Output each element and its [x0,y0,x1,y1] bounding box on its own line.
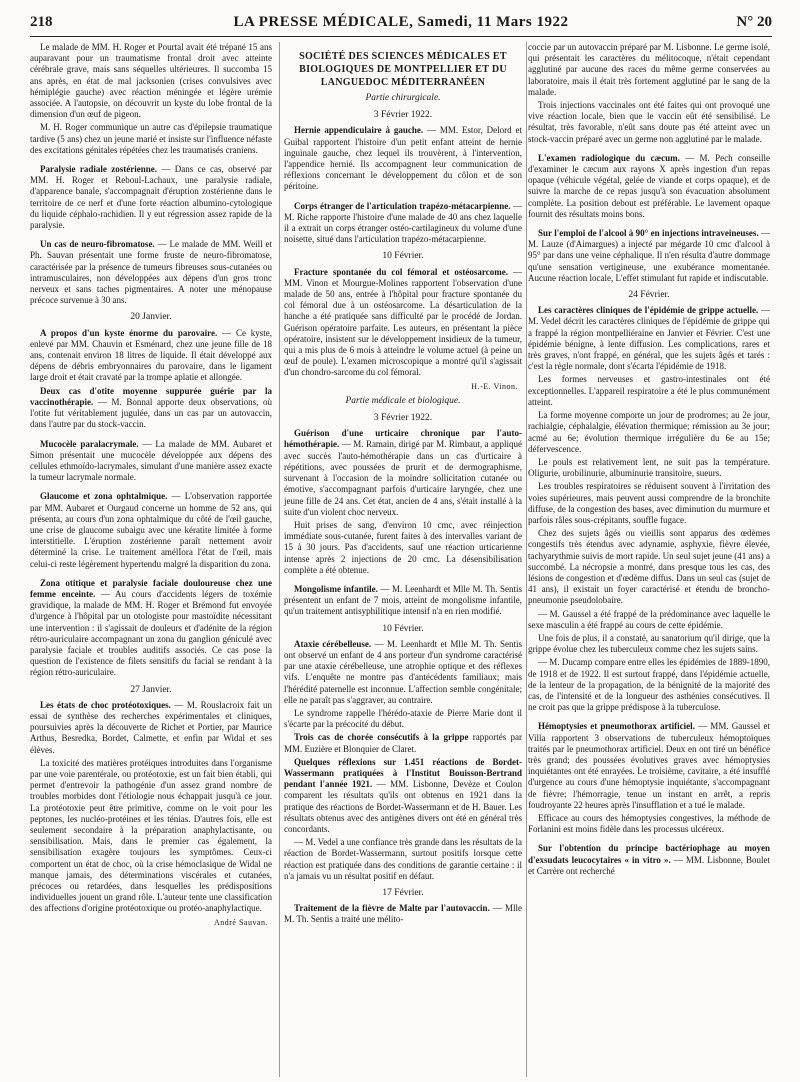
article-entry [284,201,522,246]
paragraph: La forme moyenne comporte un jour de prodromes; au 2e jour, rachialgie, céphalalgie, élévation thermique; rémission au 3e jour; acmé au 6e; évolution thermique irrégulière du 6e au 15e; défervescence. [528,410,770,454]
article-title: Mucocèle paralacrymale. [40,438,139,449]
article-body: — MM. Lisbonne, Devèze et Coulon comparent les résultats qu'ils ont obtenus en 1921 dans la pratique des réactions de Bordet-Wassermann et de H. Bauer. Les résultats obtenus avec des antigènes divers ont été en général très concordants. [284,779,522,834]
article-title: Deux cas d'otite moyenne suppurée guérie par la vaccinothérapie. [30,385,272,407]
paragraph: Le syndrome rappelle l'hérédo-ataxie de Pierre Marie dont il s'écarte par la précocité du début. [284,707,522,730]
article-title: Hémoptysies et pneumothorax artificiel. [538,721,695,732]
paragraph: — M. Ducamp compare entre elles les épidémies de 1889-1890, de 1918 et de 1922. Il est surtout frappé, dans l'épidémie actuelle, de la lenteur de la propagation, de la bénignité de la majorité des cas, de l'intensité et de la longueur des asthénies consécutives. Il ne croit pas que la grippe prédispose à la tuberculose. [528,657,770,713]
session-date: 20 Janvier. [130,312,172,323]
article-entry [30,239,272,306]
article-entry [30,439,272,484]
article-title: Les caractères cliniques de l'épidémie de grippe actuelle. [538,305,759,316]
article-title: A propos d'un kyste énorme du parovaire. [40,327,218,338]
article-entry [30,164,272,231]
paragraph: Chez des sujets âgés ou vieillis sont apparus des œdèmes congestifs très étendus avec adynamie, asphyxie, fièvre élevée, tachyarythmie suivis de mort rapide. Un seul sujet jeune (41 ans) a succombé. La nécropsie a montré, dans presque tous les cas, des lésions de congestion et d'œdème diffus. Dans un seul cas (sujet de 41 ans), il existait un foyer caractérisé et étendu de broncho-pneumonie pseudolobaire. [528,528,770,606]
paragraph: Les troubles respiratoires se réduisent souvent à l'irritation des voies supérieures, mais peuvent aussi comprendre de la bronchite diffuse, de la congestion des bases, avec diminution du murmure et parfois râles sous-crépitants, souffle fugace. [528,481,770,525]
session-date: 27 Janvier. [130,684,172,695]
article-body: — M. Bonnal apporte deux observations, où l'otite fut véritablement jugulée, dans un cas par un autovaccin, dans l'autre par du stock-vaccin. [30,396,272,430]
paragraph: Une fois de plus, il a constaté, au sanatorium qu'il dirige, que la grippe évolue chez les tuberculeux comme chez les sujets sains. [528,632,770,655]
paragraph: Huit prises de sang, d'environ 10 cmc, avec réinjection immédiate sous-cutanée, furent faites à des intervalles variant de 15 à 30 jours. Pas d'accidents, sauf une réaction urticarienne intense après 2 injections de 20 cmc. La désensibilisation complète a été obtenue. [284,519,522,575]
article-title: Sur l'obtention du principe bactériophage au moyen d'exsudats leucocytaires « in vitro ». [528,843,770,865]
paragraph: Le malade de MM. H. Roger et Pourtal avait été trépané 15 ans auparavant pour un traumatisme frontal droit avec atteinte cérébrale grave, mais sans séquelles ultérieures. Il succomba 15 ans après, en état de mal jacksonien (crises convulsives avec hémiplégie gauche) avec réaction méningée et légère urémie associée. A l'autopsie, on découvrit un kyste du lobe frontal de la dimension d'un œuf de pigeon. [30,42,272,120]
section-subtitle: Partie médicale et biologique. [345,395,461,406]
article-entry [30,700,272,756]
article-entry [528,305,770,372]
paragraph: — M. Vedel a une confiance très grande dans les résultats de la réaction de Bordet-Wassermann, surtout positifs lorsque cette réaction est pratiquée dans des conditions de garantie certaine : il n'a jamais vu un résultat positif en défaut. [284,837,522,881]
article-entry [30,328,272,384]
article-body: — M. Leenhardt et Mlle M. Th. Sentis présentent un enfant de 7 mois, atteint de mongolisme infantile, qu'un traitement antisyphilitique intensif n'a en rien modifié. [284,583,522,617]
article-entry [284,732,522,754]
column-middle [279,42,527,1077]
article-body: — M. Riche rapporte l'histoire d'une malade de 40 ans chez laquelle il a extrait un corps étranger ostéo-cartilagineux du volume d'une noisette, situé dans l'articulation trapézo-métacarpienne. [284,200,522,245]
article-body: rapportés par MM. Euzière et Blonquier de Claret. [284,732,522,754]
session-date: 3 Février 1922. [373,413,433,424]
article-body: — MM. Gaussel et Villa rapportent 3 observations de tuberculeux hémoptoïques traités par le pneumothorax artificiel. Deux en ont tiré un bénéfice très grand; des poussées évolutives graves avec hémoptysies inquiétantes ont été enrayées. Le troisième, cavitaire, a été insufflé d'urgence au cours d'une hémoptysie inquiétante, s'accompagnant de fièvre; l'hémorragie, tenue un instant en arrêt, a repris foudroyante 22 heures après l'insufflation et a tué le malade. [528,721,770,810]
article-title: Zona otitique et paralysie faciale douloureuse chez une femme enceinte. [30,577,272,599]
page-number: 218 [30,14,53,30]
paragraph: Trois injections vaccinales ont été faites qui ont provoqué une vive réaction locale, bien que le vaccin eût été sensibilisé. Le résultat, très favorable, n'eût sans doute pas été atteint avec un stock-vaccin préparé avec un germe non agglutiné par le malade. [528,100,770,144]
publication-title: LA PRESSE MÉDICALE, Samedi, 11 Mars 1922 [233,14,569,30]
article-body: — MM. Vinon et Mourgue-Molines rapportent l'observation d'une malade de 50 ans, entrée à l'hôpital pour fracture spontanée du col fémoral due à un ostéosarcome. La désarticulation de la hanche a été pratiquée sans difficulté par le procédé de Jordan. Guérison opératoire parfaite. Les auteurs, en présentant la pièce opératoire, insistent sur le développement insidieux de la tumeur, qui a mis plus de 6 mois à atteindre le volume actuel (à peine un œuf de poule). L'examen microscopique a montré qu'il s'agissait d'un chondro-sarcome du col fémoral. [284,266,523,378]
paragraph: Efficace au cours des hémoptysies congestives, la méthode de Forlanini est moins fidèle dans les processus ulcéreux. [528,813,770,835]
article-title: Quelques réflexions sur 1.451 réactions de Bordet-Wassermann pratiquées à l'Institut Bouisson-Bertrand pendant l'année 1921. [284,756,522,790]
article-entry [528,721,770,811]
article-body: — MM. Estor, Delord et Guibal rapportent l'histoire d'un petit enfant atteint de hernie inguinale gauche, chez lequel ils trouvèrent, à l'intervention, l'appendice hernié. Ils accompagnent leur communication de réflexions concernant le développement du côlon et de son péritoine. [284,125,522,192]
column-left [30,42,272,1077]
author-signature: André Sauvan. [213,917,268,927]
article-body: — M. Ramain, dirigé par M. Rimbaut, a appliqué avec succès l'auto-hémothérapie dans un cas d'urticaire à répétitions, avec poussées de prurit et de dermographisme, survenant à l'occasion de la moindre sollicitation cutanée ou émotive, s'accompagnant parfois d'urticaire laryngée, chez une jeune fille de 24 ans. Cet état, ancien de 4 ans, s'était installé à la suite d'un violent choc nerveux. [284,439,523,517]
article-entry [284,757,522,835]
article-body: — L'observation rapportée par MM. Aubaret et Ourgaud concerne un homme de 52 ans, qui présenta, au cours d'un zona ophtalmique du côté de l'œil gauche, une crise de glaucome subaigu avec une kératite limitée à forme interstitielle. L'éruption zostérienne paraît nettement avoir déterminé la crise. Le traitement amélIora l'état de l'œil, mais celui-ci reste légèrement hypertendu malgré la disparition du zona. [30,491,272,569]
paragraph: coccie par un autovaccin préparé par M. Lisbonne. Le germe isolé, qui présentait les caractères du mélitocoque, n'était cependant agglutiné par aucune des races du même germe conservées au laboratoire, mais il était très fortement agglutiné par le sang de la malade. [528,42,770,97]
article-title: Guérison d'une urticaire chronique par l'auto-hémothérapie. [284,428,522,450]
article-title: Corps étranger de l'articulation trapézo-métacarpienne. [294,200,511,211]
article-title: L'examen radiologique du cæcum. [538,152,680,163]
section-title: SOCIÉTÉ DES SCIENCES MÉDICALES ET BIOLOGIQUES DE MONTPELLIER ET DU LANGUEDOC MÉDITERRANÉEN [299,51,507,88]
page-header [30,12,772,37]
article-entry [284,428,522,518]
article-entry [284,125,522,192]
article-title: Traitement de la fièvre de Malte par l'autovaccin. [294,903,490,914]
article-entry [30,491,272,569]
article-body: — Ce kyste, enlevé par MM. Chauvin et Esménard, chez une jeune fille de 18 ans, contenait environ 18 litres de liquide. Il était développé aux dépens de débris embryonnaires du parovaire, dans le ligament large droit et était cravaté par la trompe aplatie et allongée. [30,327,272,383]
article-body: — MM. Lisbonne, Boulet et Carrère ont recherché [528,854,770,876]
article-entry [30,578,272,679]
paragraph: M. H. Roger communique un autre cas d'épilepsie traumatique tardive (5 ans) chez un jeune marié et insiste sur l'influence néfaste des excitations génitales répétées chez les traumatisés craniens. [30,122,272,155]
article-entry [284,639,522,706]
session-date: 10 Février. [382,251,424,262]
article-body: — Dans ce cas, observé par MM. H. Roger et Reboul-Lachaux, une paralysie radiale, d'apparence banale, s'accompagnait d'éruption zostérienne dans le territoire de ce nerf et d'une forte réaction albumino-cytologique du liquide céphalo-rachidien. Il y eut régression assez rapide de la paralysie. [30,164,272,231]
article-body: — M. Pech conseille d'examiner le cæcum aux rayons X après ingestion d'un repas opaque (véhicule végétal, gelée de viande et corps opaque), et de suivre la marche de ce repas jusqu'à son évacuation absolument complète. La position debout est préférable. Le lavement opaque fournit des résultats moins bons. [528,152,770,219]
column-right [528,42,770,1077]
article-entry [528,228,770,284]
session-date: 24 Février. [628,290,670,301]
section-subtitle: Partie chirurgicale. [365,93,441,103]
article-entry [284,584,522,618]
paragraph: Les formes nerveuses et gastro-intestinales ont été exceptionnelles. L'appareil respiratoire a été le plus communément atteint. [528,374,770,407]
article-title: Hernie appendiculaire à gauche. [294,125,424,136]
article-title: Glaucome et zona ophtalmique. [40,491,168,502]
article-title: Paralysie radiale zostérienne. [40,164,157,175]
session-date: 10 Février. [382,623,424,634]
issue-number: N° 20 [736,14,772,30]
article-body: — M. Rouslacroix fait un essai de synthèse des recherches expérimentales et cliniques, poursuivies après la découverte de Richet et Portier, par Maurice Arthus, Besredka, Bordet, Calmette, et enfin par Widal et ses élèves. [30,699,272,755]
article-entry [284,267,522,379]
article-entry [528,153,770,220]
author-signature: H.-E. Vinon. [471,381,518,391]
article-body: — Au cours d'accidents légers de toxémie gravidique, la malade de MM. H. Roger et Brémond fut envoyée d'urgence à l'hôpital par un otologiste pour mastoïdite nécessitant une intervention : il s'agissait de douleurs et d'adénite de la région rétro-auriculaire accompagnant un zona du ganglion géniculé avec paralysie faciale et troubles auditifs associés. Ce cas pose la question de l'existence de filets sensitifs du facial se rendant à la région rétro-auriculaire. [30,588,272,678]
article-body: — M. Lauze (d'Aimargues) a injecté par mégarde 10 cmc d'alcool à 95° par dans une veine céphalique. Il n'en résulta d'autre dommage qu'une sensation vertigineuse, une exubérance momentanée. Aucune réaction locale, L'effet stimulant fut rapide et indiscutable. [528,228,770,283]
article-body: — Le malade de MM. Weill et Ph. Sauvan présentait une forme fruste de neuro-fibromatose, caractérisée par la présence de tumeurs fibreuses sous-cutanées ou intramusculaires, non développées aux dépens d'un gros tronc nerveux et sans taches pigmentaires. A noter une ménopause précoce survenue à 30 ans. [30,239,272,306]
article-body: — Mlle M. Th. Sentis a traité une mélito- [284,903,523,925]
article-title: Ataxie cérébelleuse. [294,638,372,649]
article-body: — M. Vedel décrit les caractères cliniques de l'épidémie de grippe qui a frappé la région montpelliéraine en Janvier et Février. C'est une épidémie bénigne, à lente diffusion. Les complications, rares et très graves, n'ont frappé, en général, que les sujets âgés et tarés : c'est la règle normale, dont s'écarta l'épidémie de 1918. [528,305,770,372]
article-body: — La malade de MM. Aubaret et Simon présentait une mucocèle développée aux dépens des cellules ethmoïdo-lacrymales, simulant d'une manière assez exacte la tumeur lacrymale normale. [30,438,272,483]
article-entry [30,386,272,431]
paragraph: — M. Gaussel a été frappé de la prédominance avec laquelle le sexe masculin a été frappé au cours de cette épidémie. [528,608,770,630]
session-date: 17 Février. [382,888,424,898]
article-title: Fracture spontanée du col fémoral et ostéosarcome. [294,266,508,277]
article-title: Trois cas de chorée consécutifs à la grippe [294,732,469,743]
article-title: Les états de choc protéotoxiques. [40,699,171,710]
article-title: Sur l'emploi de l'alcool à 90° en injections intraveineuses. [538,228,759,239]
paragraph: La toxicité des matières protéiques introduites dans l'organisme par une voie parentérale, ou protéotoxie, est un fait bien établi, qui permet d'entrevoir la pathogénie d'un assez grand nombre de troubles morbides dont l'étiologie nous échappait jusqu'à ce jour. La protéotoxie peut être primitive, comme on le voit pour les peptones, les nucléo-protéines et les ténias. D'autres fois, elle est seulement secondaire à la préparation anaphylactisante, ou sensibilisation. Mais, dans le premier cas également, la sensibilisation exagère toujours les symptômes. Ceux-ci comportent un état de choc, où la crise hémoclasique de Widal ne manque jamais, des déterminations viscérales et cutanées, précoces ou retardées, dans lesquelles les prédispositions individuelles jouent un grand rôle. L'auteur tente une classification des affections d'origine protéotoxique ou protéo-anaphylactique. [30,757,272,914]
article-entry [528,843,770,877]
article-title: Un cas de neuro-fibromatose. [40,239,155,250]
session-date: 3 Février 1922. [373,110,433,121]
article-body: — M. Leenhardt et Mlle M. Th. Sentis ont observé un enfant de 4 ans porteur d'un syndrome caractérisé par une ataxie cérébelleuse, une atrophie optique et des réflexes vifs. L'enquête ne montre pas d'antécédents familiaux; mais l'hérédité paternelle est inconnue. L'affection semble congénitale; elle ne paraît pas s'aggraver, au contraire. [284,638,523,705]
paragraph: Le pouls est relativement lent, ne suit pas la température. Oligurie, urobilinurie, albuminurie transitoire, sueurs. [528,456,770,479]
article-entry [284,903,522,925]
article-title: Mongolisme infantile. [294,583,378,594]
